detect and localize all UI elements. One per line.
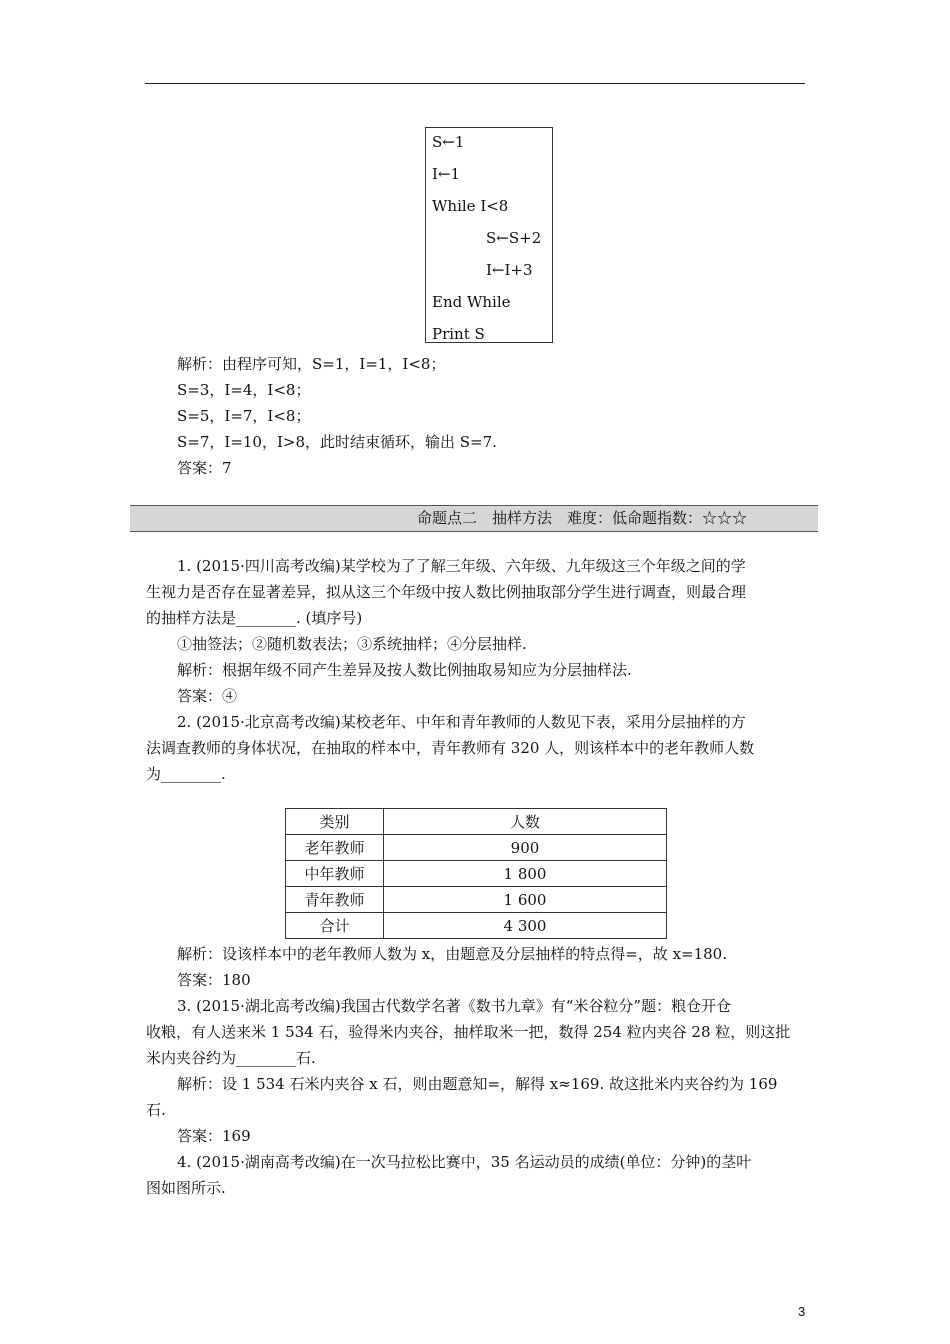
table-row [286, 913, 667, 939]
table-cell: 900 [384, 835, 667, 861]
problem-line: 2. (2015·北京高考改编)某校老年、中年和青年教师的人数见下表，采用分层抽样的方 [177, 713, 746, 731]
problem-line: 1. (2015·四川高考改编)某学校为了了解三年级、六年级、九年级这三个年级之间的学 [177, 557, 746, 575]
table-cell: 1 600 [384, 887, 667, 913]
options-line: ①抽签法；②随机数表法；③系统抽样；④分层抽样. [177, 635, 527, 653]
page-number: 3 [798, 1304, 806, 1319]
table-cell: 4 300 [384, 913, 667, 939]
table-header-cell: 人数 [384, 809, 667, 835]
problem-line: 的抽样方法是________. (填序号) [146, 609, 363, 627]
problem-line: 法调查教师的身体状况，在抽取的样本中，青年教师有 320 人，则该样本中的老年教师人数 [146, 739, 755, 757]
solution-line: S=5，I=7，I<8； [177, 407, 311, 425]
problem-line: 生视力是否存在显著差异，拟从这三个年级中按人数比例抽取部分学生进行调查，则最合理 [146, 583, 747, 601]
table-cell: 1 800 [384, 861, 667, 887]
code-line: S←1 [432, 133, 465, 151]
problem-line: 3. (2015·湖北高考改编)我国古代数学名著《数书九章》有“米谷粒分”题：粮仓开仓 [177, 997, 732, 1015]
header-rule [145, 83, 805, 84]
table-header-row [286, 809, 667, 835]
problem-line: 为________. [146, 765, 226, 783]
answer-line: 答案：④ [177, 687, 238, 705]
table-cell: 青年教师 [286, 887, 384, 913]
solution-line: 解析：设 1 534 石米内夹谷 x 石，则由题意知=，解得 x≈169. 故这批米内夹谷约为 169 [177, 1075, 778, 1093]
problem-line: 米内夹谷约为________石. [146, 1049, 316, 1067]
table-header-cell: 类别 [286, 809, 384, 835]
table-cell: 中年教师 [286, 861, 384, 887]
solution-line: 解析：根据年级不同产生差异及按人数比例抽取易知应为分层抽样法. [177, 661, 632, 679]
problem-line: 图如图所示. [146, 1179, 226, 1197]
code-line: While I<8 [432, 197, 509, 215]
code-line: I←1 [432, 165, 461, 183]
solution-line: 解析：由程序可知，S=1，I=1，I<8； [177, 355, 446, 373]
table-cell: 老年教师 [286, 835, 384, 861]
answer-line: 答案：180 [177, 971, 251, 989]
code-line: End While [432, 293, 511, 311]
table-row [286, 835, 667, 861]
solution-line: 解析：设该样本中的老年教师人数为 x，由题意及分层抽样的特点得=，故 x=180. [177, 945, 727, 963]
table-row [286, 861, 667, 887]
code-line: S←S+2 [486, 229, 542, 247]
code-line: Print S [432, 325, 485, 343]
solution-line: S=7，I=10，I>8，此时结束循环，输出 S=7. [177, 433, 497, 451]
table-row [286, 887, 667, 913]
problem-line: 4. (2015·湖南高考改编)在一次马拉松比赛中，35 名运动员的成绩(单位：分钟)的茎叶 [177, 1153, 752, 1171]
solution-line: 石. [146, 1101, 166, 1119]
answer-line: 答案：7 [177, 459, 232, 477]
table-cell: 合计 [286, 913, 384, 939]
section-header-text: 命题点二 抽样方法 难度：低命题指数：☆☆☆ [417, 509, 748, 527]
section-header [130, 505, 818, 532]
pseudocode-box [425, 127, 553, 343]
teacher-count-table [285, 808, 667, 939]
answer-line: 答案：169 [177, 1127, 251, 1145]
code-line: I←I+3 [486, 261, 533, 279]
solution-line: S=3，I=4，I<8； [177, 381, 311, 399]
problem-line: 收粮，有人送来米 1 534 石，验得米内夹谷，抽样取米一把，数得 254 粒内夹谷 28 粒，则这批 [146, 1023, 791, 1041]
